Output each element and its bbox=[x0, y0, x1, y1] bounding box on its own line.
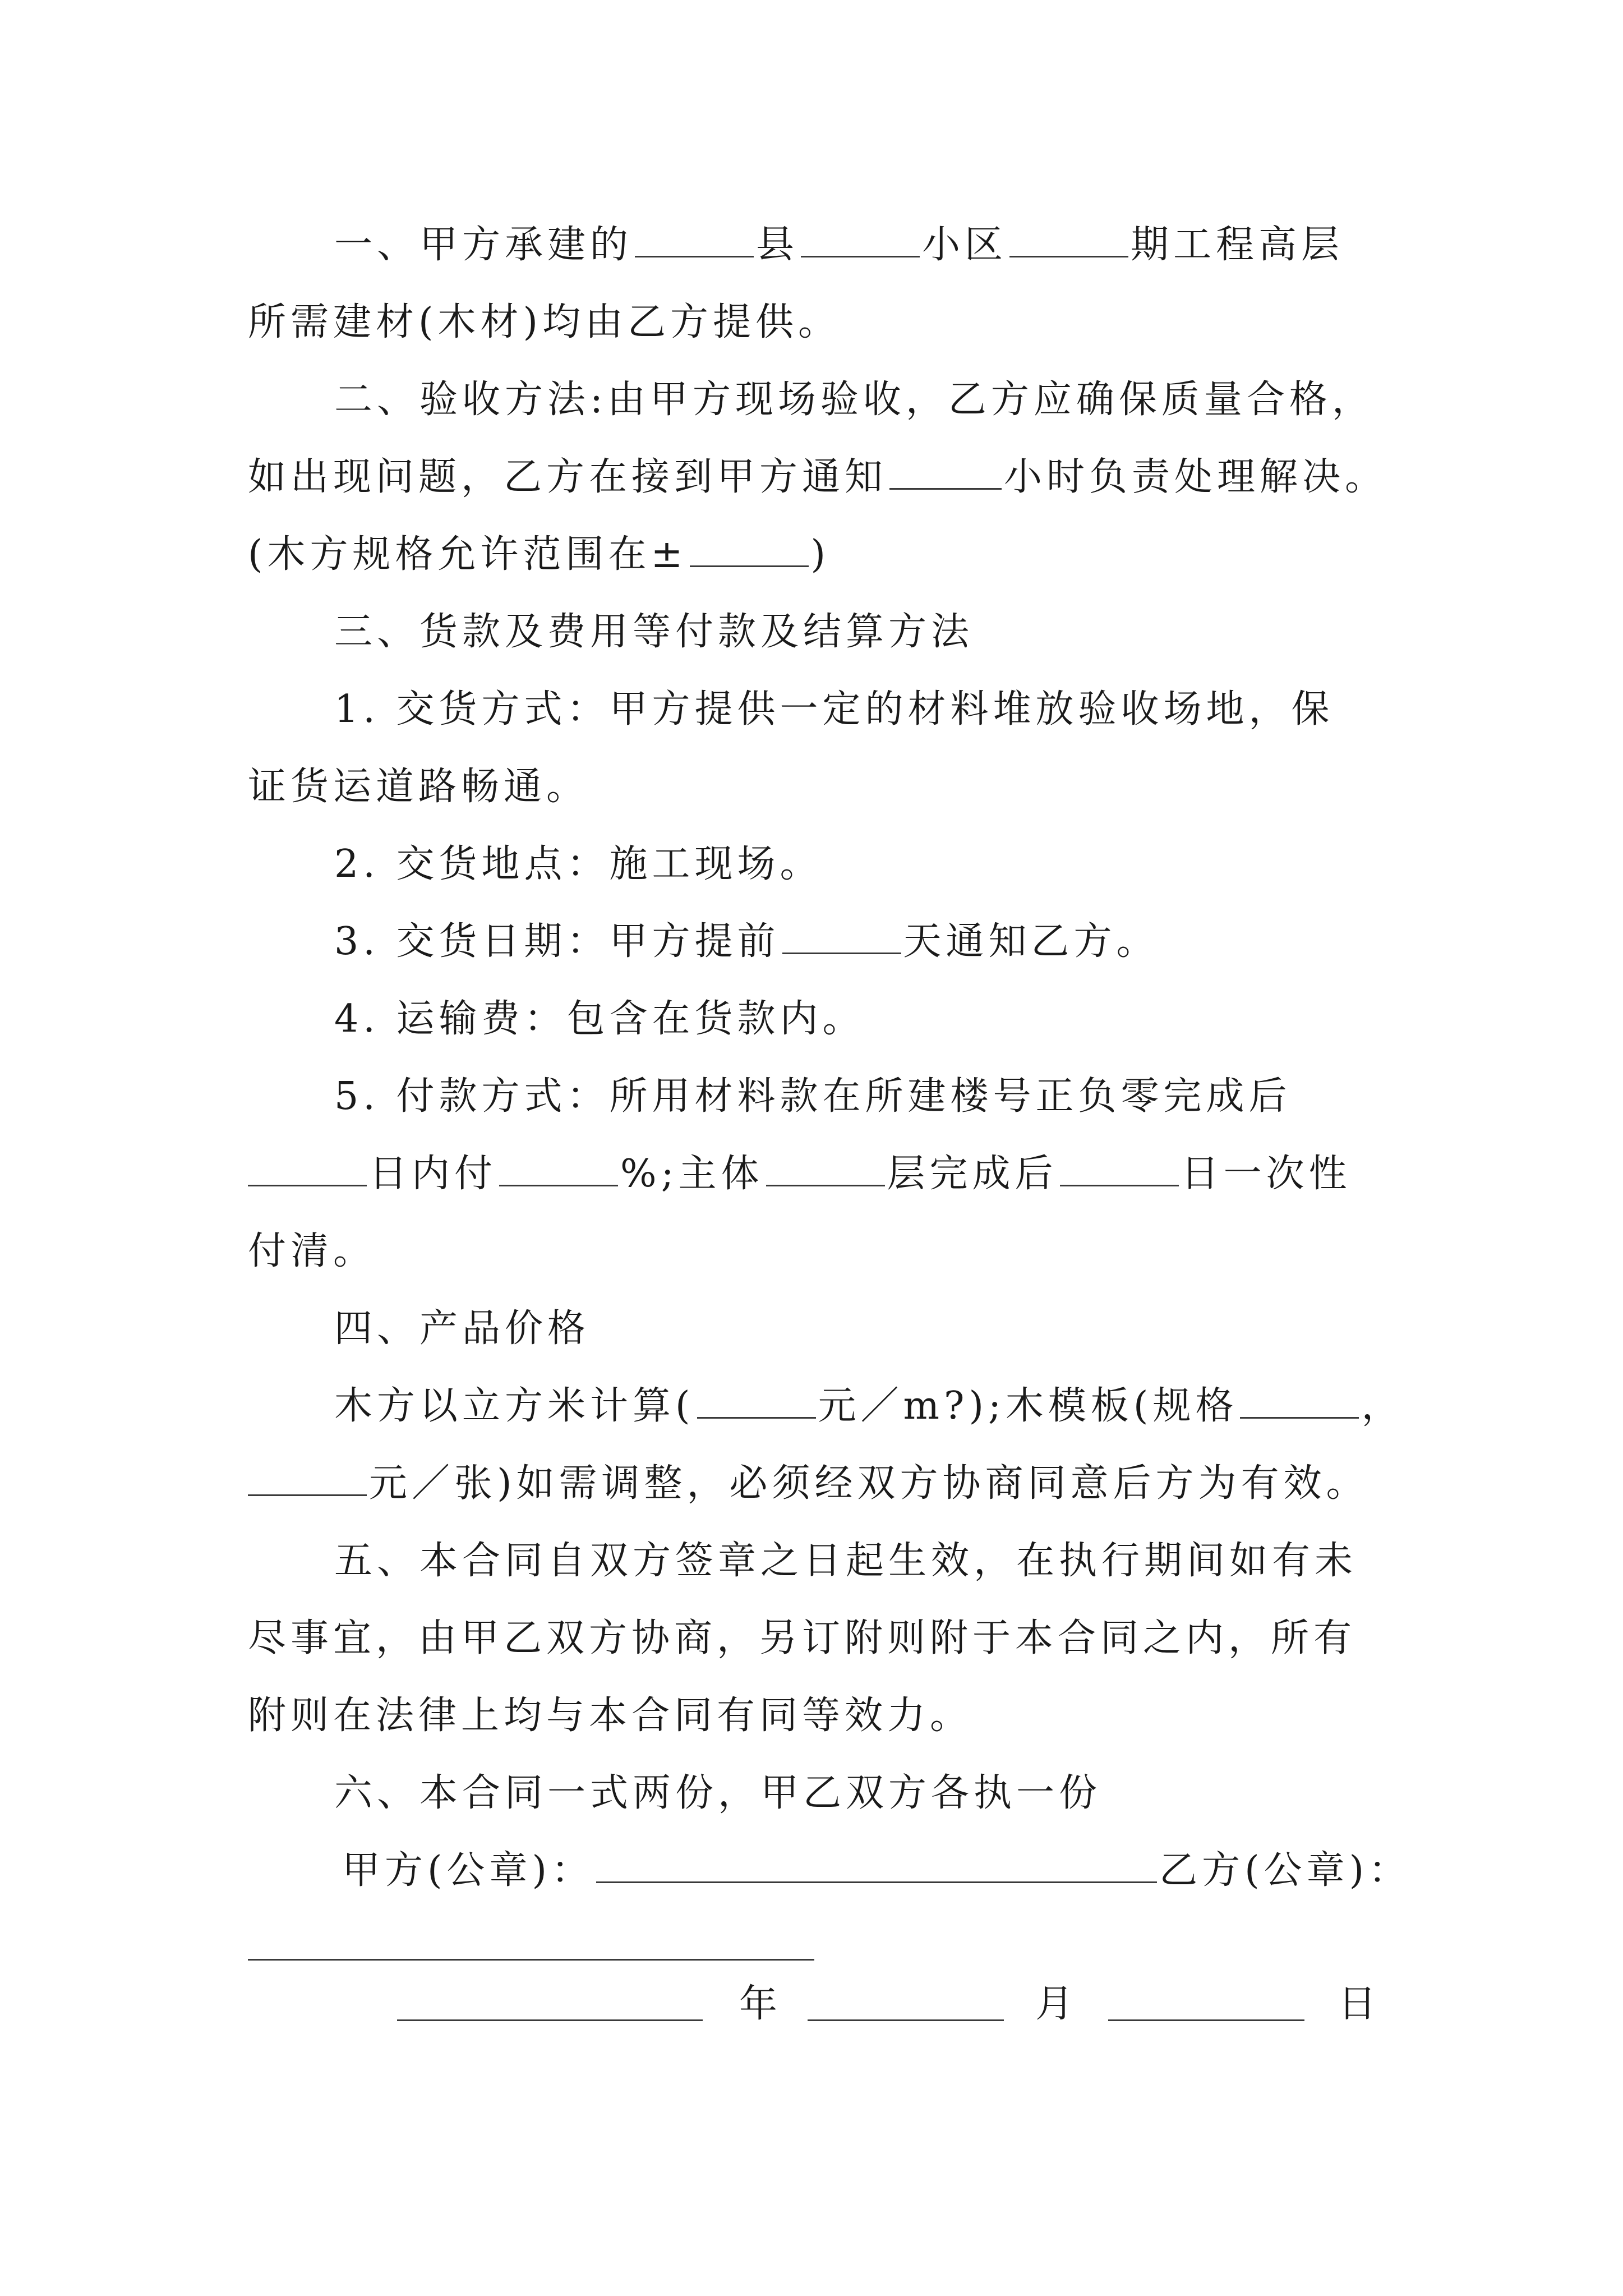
county-label: 县 bbox=[756, 223, 799, 267]
timber-price-text: 木方以立方米计算( bbox=[334, 1384, 695, 1428]
clause-6: 六、本合同一式两份，甲乙双方各执一份 bbox=[334, 1771, 1102, 1815]
tolerance-text: (木方规格允许范围在± bbox=[248, 532, 688, 577]
clause-3-3 bbox=[334, 917, 1159, 967]
percent-label: %;主体 bbox=[620, 1152, 764, 1196]
blank-community bbox=[801, 220, 920, 257]
formwork-price-text: 元／张)如需调整，必须经双方协商同意后方为有效。 bbox=[369, 1461, 1369, 1506]
clause-2-line-3 bbox=[248, 530, 830, 580]
clause-5-line-3: 附则在法律上均与本合同有同等效力。 bbox=[248, 1694, 973, 1738]
days-notice-label: 天通知乙方。 bbox=[903, 919, 1159, 964]
clause-3-1-line-1: 1. 交货方式：甲方提供一定的材料堆放验收场地，保 bbox=[334, 687, 1334, 731]
clause-4-line-2 bbox=[248, 1458, 1369, 1509]
pay-days-label: 日内付 bbox=[369, 1152, 497, 1196]
blank-final-days bbox=[1060, 1149, 1179, 1186]
final-days-label: 日一次性 bbox=[1181, 1152, 1352, 1196]
blank-pay-days bbox=[248, 1149, 367, 1186]
clause-5-line-2: 尽事宜，由甲乙双方协商，另订附则附于本合同之内，所有 bbox=[248, 1616, 1357, 1660]
hours-label: 小时负责处理解决。 bbox=[1004, 455, 1388, 499]
comma: ， bbox=[1361, 1384, 1404, 1428]
blank-county bbox=[635, 220, 754, 257]
floors-label: 层完成后 bbox=[887, 1152, 1058, 1196]
blank-tolerance bbox=[690, 530, 809, 567]
clause-4-title: 四、产品价格 bbox=[334, 1306, 591, 1351]
blank-percent bbox=[499, 1149, 618, 1186]
party-a-seal-label: 甲方(公章)： bbox=[342, 1848, 594, 1893]
blank-days-notice bbox=[782, 917, 901, 954]
clause-3-5-line-2 bbox=[248, 1149, 1352, 1199]
signature-line bbox=[342, 1846, 1411, 1896]
clause-1-line-2: 所需建材(木材)均由乙方提供。 bbox=[248, 300, 841, 344]
clause-2-line-1: 二、验收方法:由甲方现场验收，乙方应确保质量合格， bbox=[334, 378, 1375, 422]
delivery-date-text: 3. 交货日期：甲方提前 bbox=[334, 919, 780, 964]
blank-year bbox=[397, 2019, 703, 2021]
clause-2-text: 如出现问题，乙方在接到甲方通知 bbox=[248, 455, 888, 499]
tolerance-close: ) bbox=[810, 532, 831, 577]
phase-label: 期工程高层 bbox=[1131, 223, 1344, 267]
clause-3-5-line-1: 5. 付款方式：所用材料款在所建楼号正负零完成后 bbox=[334, 1074, 1292, 1119]
party-b-seal-blank bbox=[248, 1959, 814, 1961]
clause-4-line-1 bbox=[334, 1381, 1404, 1432]
blank-floors bbox=[766, 1149, 885, 1186]
blank-party-a-seal bbox=[596, 1846, 1157, 1883]
clause-1-line-1 bbox=[334, 220, 1344, 270]
blank-phase bbox=[1009, 220, 1128, 257]
blank-day bbox=[1108, 2019, 1304, 2021]
clause-3-title: 三、货款及费用等付款及结算方法 bbox=[334, 610, 974, 654]
clause-1-text: 一、甲方承建的 bbox=[334, 223, 633, 267]
blank-formwork-price bbox=[248, 1458, 367, 1496]
formwork-spec-text: 元／m?);木模板(规格 bbox=[818, 1384, 1238, 1428]
clause-3-5-line-3: 付清。 bbox=[248, 1229, 376, 1273]
clause-5-line-1: 五、本合同自双方签章之日起生效，在执行期间如有未 bbox=[334, 1539, 1358, 1583]
blank-formwork-spec bbox=[1240, 1381, 1359, 1419]
clause-2-line-2 bbox=[248, 452, 1387, 503]
blank-hours bbox=[889, 452, 1002, 490]
clause-3-2: 2. 交货地点：施工现场。 bbox=[334, 842, 823, 886]
clause-3-1-line-2: 证货运道路畅通。 bbox=[248, 765, 589, 809]
clause-3-4: 4. 运输费：包含在货款内。 bbox=[334, 997, 865, 1041]
day-label: 日 bbox=[1338, 1982, 1381, 2026]
community-label: 小区 bbox=[922, 223, 1008, 267]
blank-timber-price bbox=[697, 1381, 816, 1419]
year-label: 年 bbox=[739, 1982, 782, 2026]
party-b-seal-label: 乙方(公章)： bbox=[1159, 1848, 1412, 1893]
month-label: 月 bbox=[1035, 1982, 1078, 2026]
blank-month bbox=[808, 2019, 1004, 2021]
